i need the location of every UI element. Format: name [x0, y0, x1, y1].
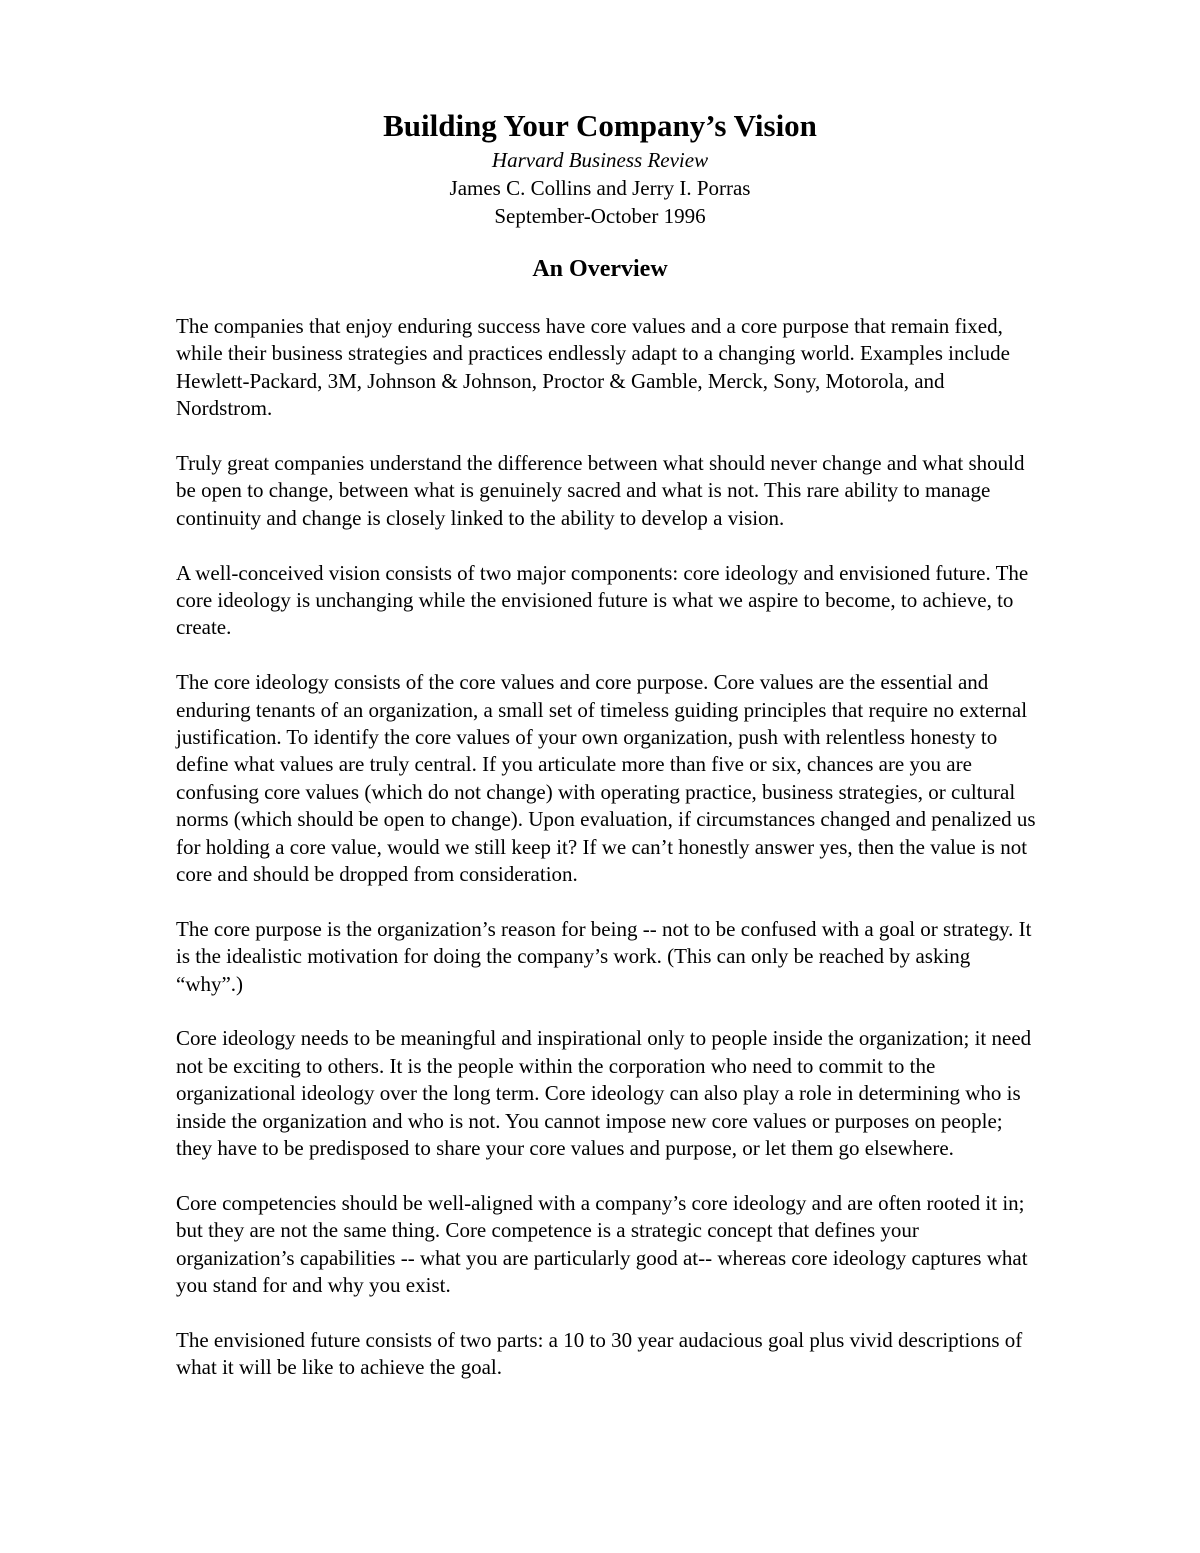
paragraph-4: The core ideology consists of the core values and core purpose. Core values are the essential and enduring tenants of an organization, a small set of timeless guiding principles that require no external justification. To identify the core values of your own organization, push with relentless honesty to define what values are truly central. If you articulate more than five or six, chances are you are confusing core values (which do not change) with operating practice, business strategies, or cultural norms (which should be open to change). Upon evaluation, if circumstances changed and penalized us for holding a core value, would we still keep it? If we can’t honestly answer yes, then the value is not core and should be dropped from consideration.: [176, 670, 1036, 887]
document-title: Building Your Company’s Vision: [383, 108, 817, 143]
document-header: [0, 106, 1200, 230]
paragraph-5: The core purpose is the organization’s reason for being -- not to be confused with a goal or strategy. It is the idealistic motivation for doing the company’s work. (This can only be reached by asking “why”.): [176, 916, 1032, 996]
paragraph-7: Core competencies should be well-aligned with a company’s core ideology and are often rooted it in; but they are not the same thing. Core competence is a strategic concept that defines your organization’s capabilities -- what you are particularly good at-- whereas core ideology captures what you stand for and why you exist.: [176, 1190, 1028, 1298]
section-heading: An Overview: [532, 256, 668, 282]
publication-date: September-October 1996: [494, 204, 706, 228]
journal-name: Harvard Business Review: [491, 148, 709, 172]
paragraph-3: A well-conceived vision consists of two major components: core ideology and envisioned future. The core ideology is unchanging while the envisioned future is what we aspire to become, to achieve, to create.: [176, 560, 1029, 640]
paragraph-6: Core ideology needs to be meaningful and inspirational only to people inside the organization; it need not be exciting to others. It is the people within the corporation who need to commit to the organizational ideology over the long term. Core ideology can also play a role in determining who is inside the organization and who is not. You cannot impose new core values or purposes on people; they have to be predisposed to share your core values and purpose, or let them go elsewhere.: [176, 1026, 1032, 1161]
paragraph-8: The envisioned future consists of two parts: a 10 to 30 year audacious goal plus vivid descriptions of what it will be like to achieve the goal.: [176, 1327, 1023, 1380]
paragraph-2: Truly great companies understand the difference between what should never change and what should be open to change, between what is genuinely sacred and what is not. This rare ability to manage continuity and change is closely linked to the ability to develop a vision.: [176, 451, 1025, 530]
paragraph-1: The companies that enjoy enduring success have core values and a core purpose that remain fixed, while their business strategies and practices endlessly adapt to a changing world. Examples include Hewlett-Packard, 3M, Johnson & Johnson, Proctor & Gamble, Merck, Sony, Motorola, and Nordstrom.: [176, 314, 1010, 421]
authors-line: James C. Collins and Jerry I. Porras: [449, 176, 751, 200]
body-text: [176, 313, 1036, 1409]
